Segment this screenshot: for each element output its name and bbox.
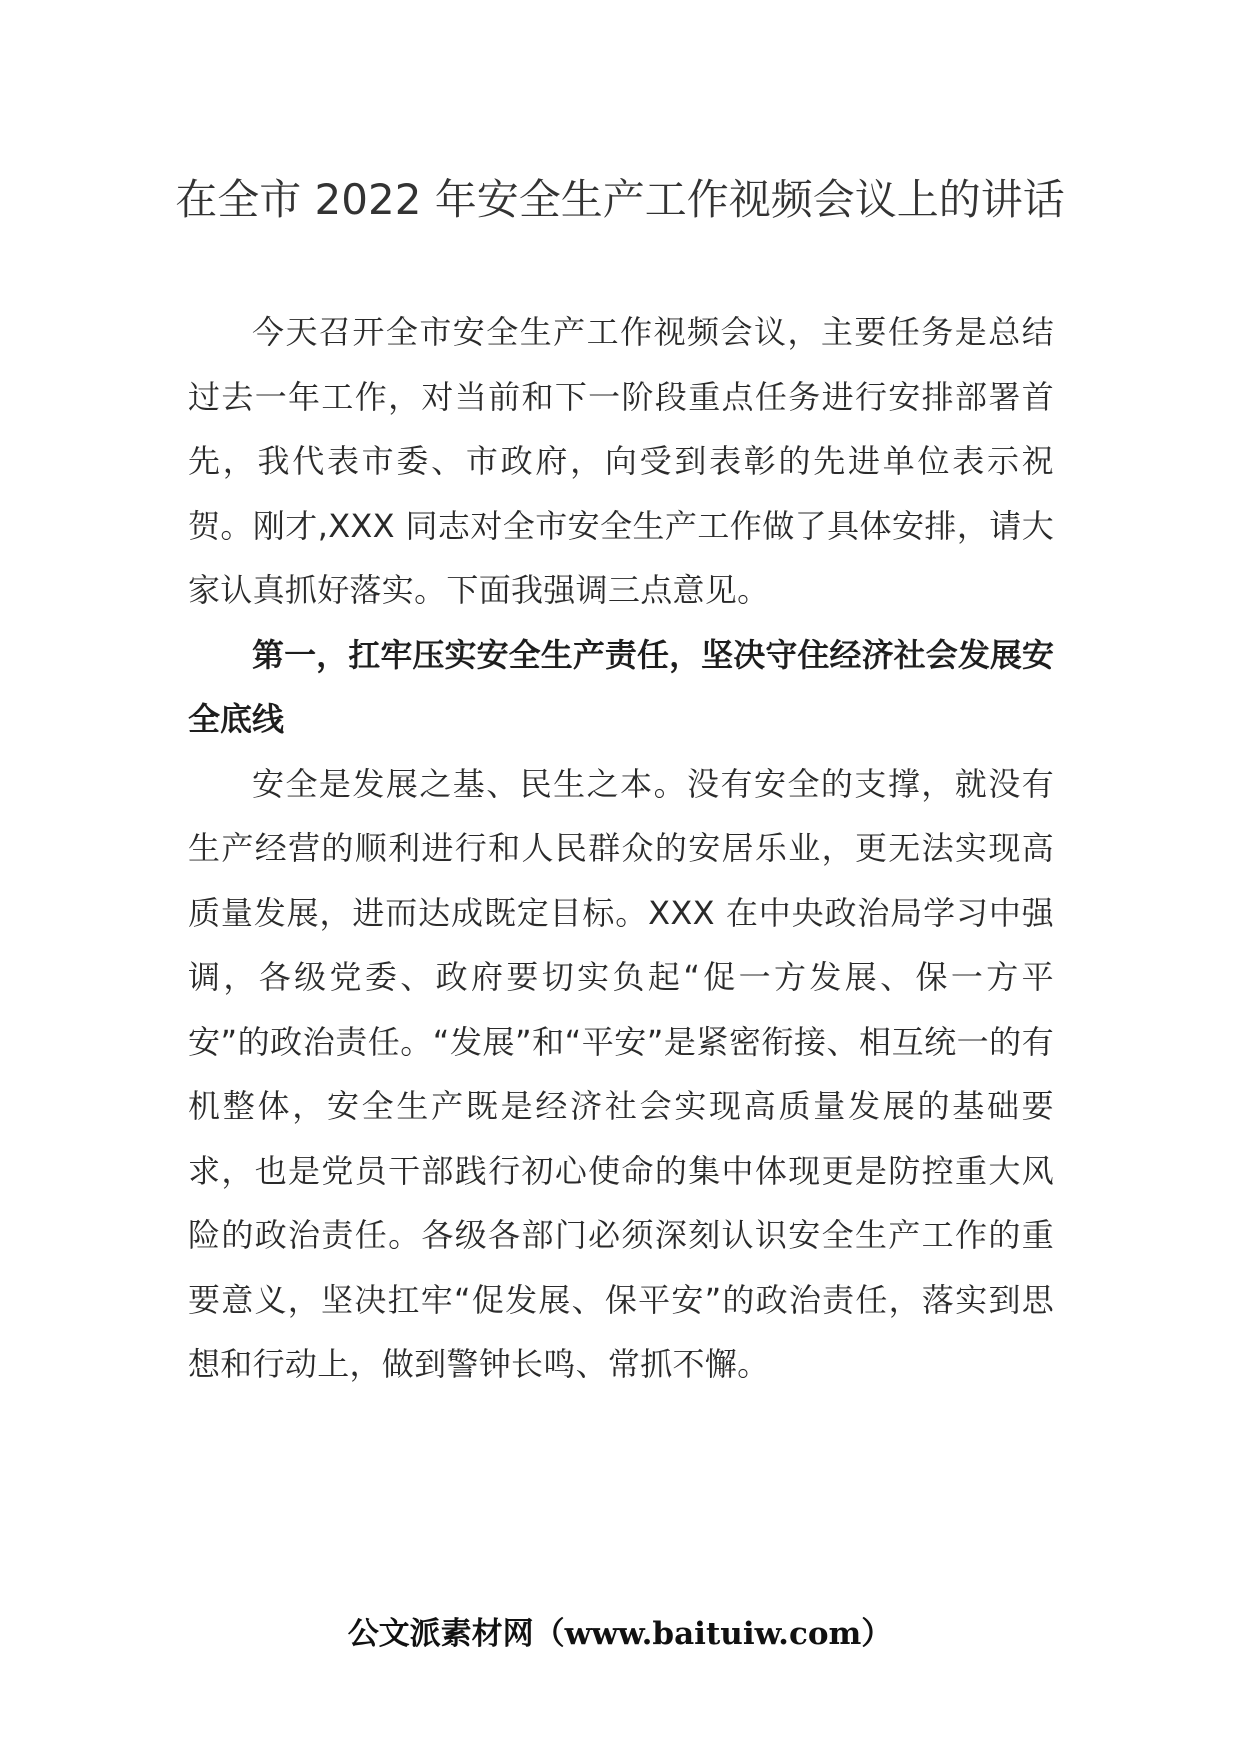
document-title: 在全市 2022 年安全生产工作视频会议上的讲话 (175, 175, 1065, 224)
footer-watermark: 公文派素材网（www.baituiw.com） (347, 1616, 893, 1652)
section-paragraph-1: 安全是发展之基、民生之本。没有安全的支撑，就没有生产经营的顺利进行和人民群众的安居乐业，更无法实现高质量发展，进而达成既定目标。XXX 在中央政治局学习中强调，各级党委、政府要切实负起“促一方发展、保一方平安”的政治责任。“发展”和“平安”是紧密衔接、相互统一的有机整体，安全生产既是经济社会实现高质量发展的基础要求，也是党员干部践行初心使命的集中体现更是防控重大风险的政治责任。各级各部门必须深刻认识安全生产工作的重要意义，坚决扛牢“促发展、保平安”的政治责任，落实到思想和行动上，做到警钟长鸣、常抓不懈。 (188, 764, 1054, 1383)
intro-paragraph: 今天召开全市安全生产工作视频会议，主要任务是总结过去一年工作，对当前和下一阶段重点任务进行安排部署首先，我代表市委、市政府，向受到表彰的先进单位表示祝贺。刚才,XXX 同志对全市安全生产工作做了具体安排，请大家认真抓好落实。下面我强调三点意见。 (188, 313, 1054, 609)
document-body (188, 300, 1054, 1397)
section-heading-1: 第一，扛牢压实安全生产责任，坚决守住经济社会发展安全底线 (188, 635, 1054, 738)
